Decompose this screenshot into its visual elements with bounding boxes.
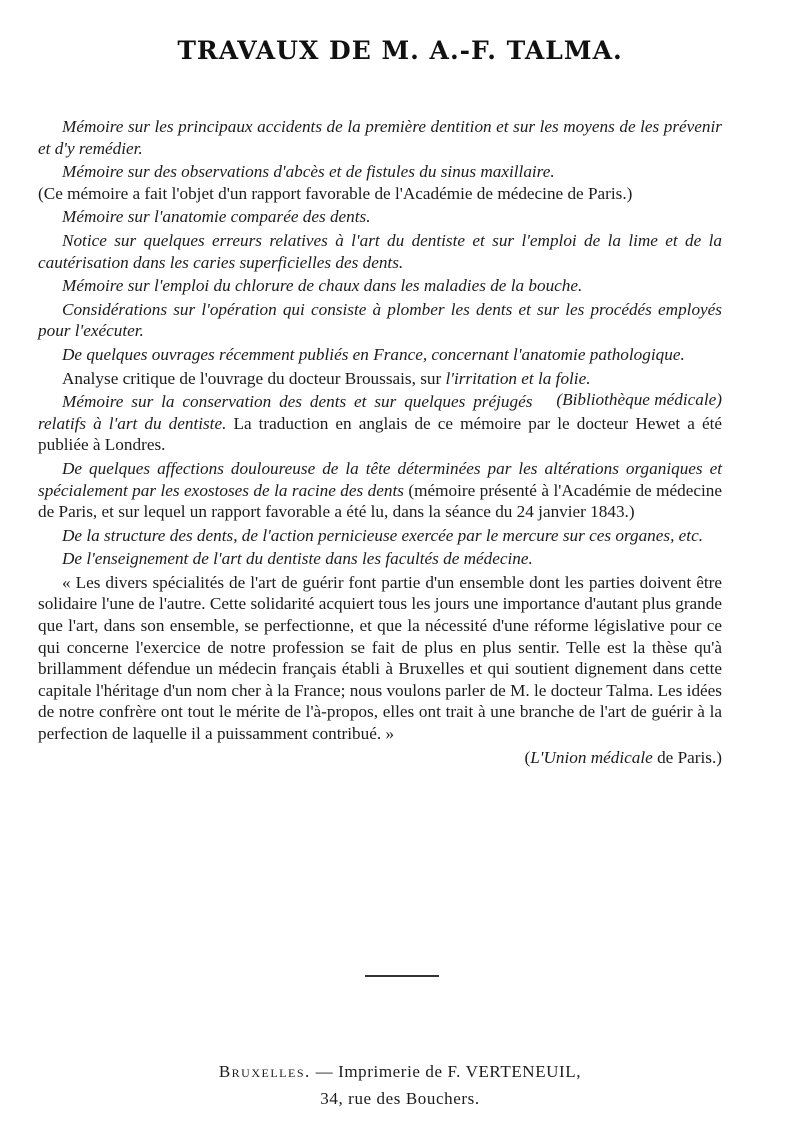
- list-item: [38, 275, 722, 297]
- list-item: [38, 525, 722, 547]
- imprint-printer: — Imprimerie de F. VERTENEUIL,: [310, 1062, 582, 1081]
- work-title: De l'enseignement de l'art du dentiste dans les facultés de médecine.: [62, 549, 533, 569]
- work-title: Mémoire sur des observations d'abcès et de fistules du sinus maxillaire.: [62, 162, 555, 182]
- divider: [365, 975, 439, 977]
- work-title: De la structure des dents, de l'action pernicieuse exercée par le mercure sur ces organes, etc.: [62, 525, 704, 545]
- list-item: [38, 344, 722, 366]
- list-item: [38, 206, 722, 228]
- list-item: [38, 116, 722, 159]
- work-title: Considérations sur l'opération qui consiste à plomber les dents et sur les procédés employés pour l'exécuter.: [38, 299, 722, 341]
- work-title: Mémoire sur les principaux accidents de la première dentition et sur les moyens de les prévenir et d'y remédier.: [38, 117, 722, 158]
- quote-source-rest: de Paris.): [652, 747, 722, 767]
- list-item: [38, 161, 722, 204]
- work-prefix: Analyse critique de l'ouvrage du docteur Broussais, sur: [62, 368, 446, 388]
- imprint: [0, 1058, 800, 1112]
- review-quote: « Les divers spécialités de l'art de guérir font partie d'un ensemble dont les parties doivent être solidaire l'une de l'autre. Cette solidarité acquiert tous les jours une importance d'autant plus grande que l'art, dans son ensemble, se perfectionne, et que la nécessité d'une réforme législative pour ce qui concerne l'exercice de notre profession se fait de plus en plus sentir. Telle est la thèse qu'à brillamment défendue un médecin français établi à Bruxelles et qui soutient dignement dans cette capitale l'héritage d'un nom cher à la France; nous voulons parler de M. le docteur Talma. Les idées de notre confrère ont tout le mérite de l'à-propos, elles ont trait à une branche de l'art de guérir à la perfection de laquelle il a puissamment contribué. »: [38, 572, 722, 744]
- work-note: (Ce mémoire a fait l'objet d'un rapport favorable de l'Académie de médecine de Paris.): [38, 183, 633, 203]
- list-item: [38, 230, 722, 273]
- work-title: De quelques ouvrages récemment publiés en France, concernant l'anatomie pathologique.: [62, 344, 685, 364]
- work-note: (mémoire présenté à l'Académie de médecine de Paris, et sur lequel un rapport favorable a été lu, dans la séance du 24 janvier 1843.): [38, 480, 722, 522]
- quote-source: [38, 747, 722, 769]
- work-title: De quelques affections douloureuse de la tête déterminées par les altérations organiques et spécialement par les exostoses de la racine des dents: [38, 458, 722, 500]
- quote-source-open: (: [524, 747, 531, 767]
- list-item: [38, 458, 722, 523]
- page-title: TRAVAUX DE M. A.-F. TALMA.: [177, 36, 623, 65]
- list-item: [38, 368, 722, 410]
- work-title: Mémoire sur l'emploi du chlorure de chaux dans les maladies de la bouche.: [62, 276, 583, 296]
- imprint-city: Bruxelles.: [218, 1062, 311, 1081]
- work-source: (Bibliothèque médicale): [556, 390, 722, 410]
- list-item: [38, 548, 722, 570]
- work-title: Mémoire sur l'anatomie comparée des dents.: [62, 207, 371, 227]
- work-title: Mémoire sur la conservation des dents et sur quelques préjugés relatifs à l'art du dentiste.: [38, 392, 533, 433]
- work-title: Notice sur quelques erreurs relatives à l'art du dentiste et sur l'emploi de la lime et de la cautérisation dans les caries superficielles des dents.: [38, 230, 722, 272]
- imprint-address: 34, rue des Bouchers.: [320, 1089, 480, 1108]
- works-list: [38, 116, 722, 770]
- work-note: La traduction en anglais de ce mémoire par le docteur Hewet a été publiée à Londres.: [38, 413, 722, 455]
- work-title: l'irritation et la folie.: [445, 368, 591, 388]
- list-item: [38, 299, 722, 342]
- journal-name: L'Union médicale: [530, 747, 653, 767]
